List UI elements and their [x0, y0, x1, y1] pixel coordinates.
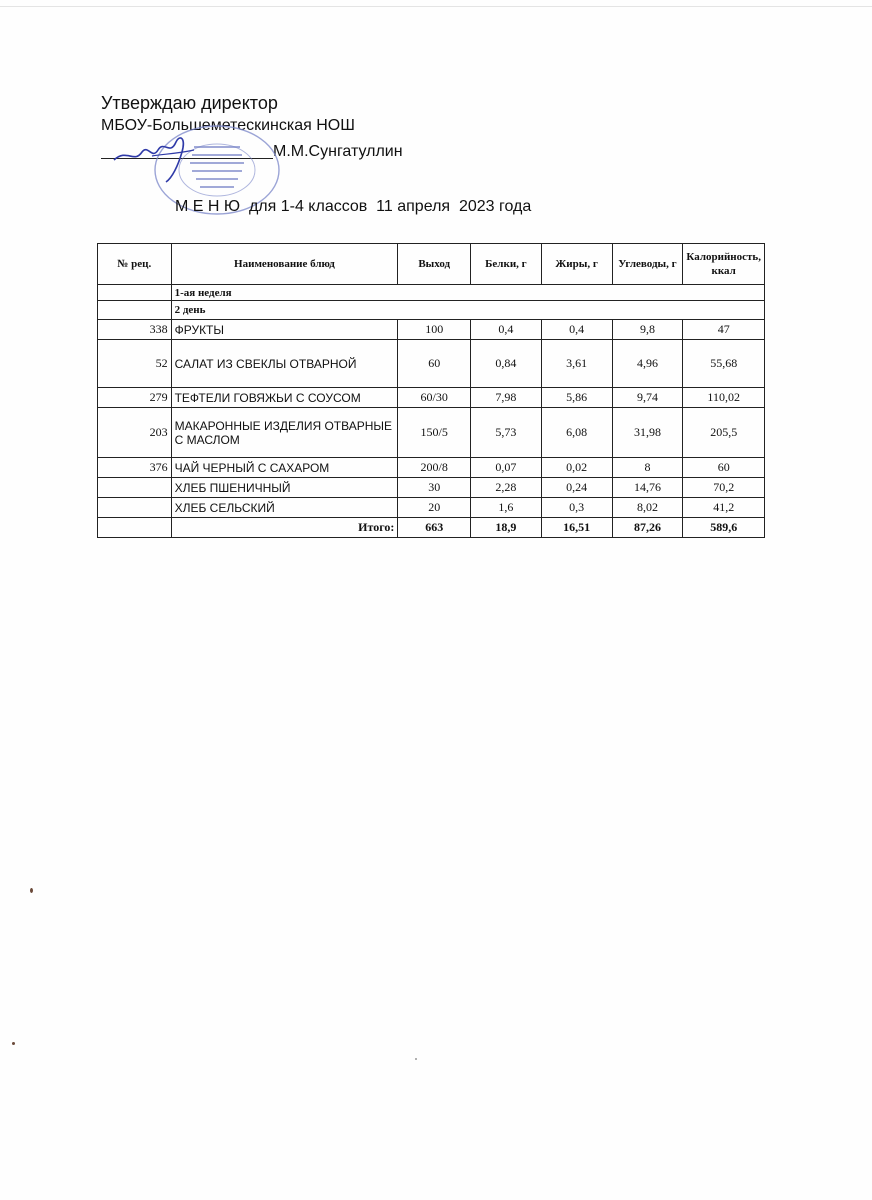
recipe-num: [98, 478, 172, 498]
dish-protein: 2,28: [471, 478, 542, 498]
dish-protein: 0,07: [471, 458, 542, 478]
dish-fat: 0,02: [541, 458, 612, 478]
menu-table: [97, 243, 765, 538]
dish-name: МАКАРОННЫЕ ИЗДЕЛИЯ ОТВАРНЫЕ С МАСЛОМ: [171, 408, 398, 458]
dish-carbs: 9,8: [612, 320, 683, 340]
dish-fat: 0,24: [541, 478, 612, 498]
total-fat: 16,51: [541, 518, 612, 538]
dish-fat: 6,08: [541, 408, 612, 458]
dish-carbs: 4,96: [612, 340, 683, 388]
total-carbs: 87,26: [612, 518, 683, 538]
scan-edge: [0, 0, 872, 7]
dish-name: ХЛЕБ ПШЕНИЧНЫЙ: [171, 478, 398, 498]
dish-kcal: 55,68: [683, 340, 765, 388]
dish-kcal: 41,2: [683, 498, 765, 518]
dish-protein: 0,84: [471, 340, 542, 388]
dish-name: ТЕФТЕЛИ ГОВЯЖЬИ С СОУСОМ: [171, 388, 398, 408]
table-header-row: [98, 244, 765, 285]
header-name: Наименование блюд: [171, 244, 398, 285]
scan-speck: [12, 1042, 15, 1045]
dish-fat: 5,86: [541, 388, 612, 408]
dish-protein: 1,6: [471, 498, 542, 518]
approval-heading: Утверждаю директор: [101, 93, 278, 113]
dish-kcal: 110,02: [683, 388, 765, 408]
dish-protein: 5,73: [471, 408, 542, 458]
table-row: [98, 408, 765, 458]
table-row: [98, 340, 765, 388]
header-fat: Жиры, г: [541, 244, 612, 285]
dish-fat: 0,4: [541, 320, 612, 340]
scan-speck: [30, 888, 33, 893]
header-protein: Белки, г: [471, 244, 542, 285]
dish-kcal: 60: [683, 458, 765, 478]
dish-name: ФРУКТЫ: [171, 320, 398, 340]
recipe-num: [98, 498, 172, 518]
table-row: [98, 478, 765, 498]
total-protein: 18,9: [471, 518, 542, 538]
signature-mark: [112, 130, 202, 185]
dish-kcal: 205,5: [683, 408, 765, 458]
total-label: Итого:: [171, 518, 398, 538]
recipe-num: 203: [98, 408, 172, 458]
signer-name: М.М.Сунгатуллин: [273, 143, 403, 160]
menu-title: М Е Н Ю для 1-4 классов 11 апреля 2023 года: [175, 198, 532, 215]
dish-fat: 3,61: [541, 340, 612, 388]
recipe-num: 338: [98, 320, 172, 340]
dish-output: 20: [398, 498, 471, 518]
scan-speck: [415, 1058, 417, 1060]
dish-protein: 0,4: [471, 320, 542, 340]
empty-cell: [98, 301, 172, 320]
recipe-num: 52: [98, 340, 172, 388]
dish-carbs: 9,74: [612, 388, 683, 408]
dish-output: 150/5: [398, 408, 471, 458]
dish-output: 60: [398, 340, 471, 388]
dish-protein: 7,98: [471, 388, 542, 408]
empty-cell: [98, 518, 172, 538]
dish-carbs: 14,76: [612, 478, 683, 498]
day-label: 2 день: [171, 301, 764, 320]
table-row: [98, 388, 765, 408]
school-name: МБОУ-Большеметескинская НОШ: [101, 117, 355, 134]
dish-name: САЛАТ ИЗ СВЕКЛЫ ОТВАРНОЙ: [171, 340, 398, 388]
table-row: [98, 498, 765, 518]
dish-kcal: 70,2: [683, 478, 765, 498]
dish-output: 100: [398, 320, 471, 340]
dish-output: 30: [398, 478, 471, 498]
empty-cell: [98, 285, 172, 301]
header-kcal: Калорийность, ккал: [683, 244, 765, 285]
table-row: [98, 458, 765, 478]
header-num: № рец.: [98, 244, 172, 285]
table-row: [98, 320, 765, 340]
dish-fat: 0,3: [541, 498, 612, 518]
dish-carbs: 8,02: [612, 498, 683, 518]
week-label: 1-ая неделя: [171, 285, 764, 301]
total-kcal: 589,6: [683, 518, 765, 538]
dish-output: 60/30: [398, 388, 471, 408]
dish-name: ЧАЙ ЧЕРНЫЙ С САХАРОМ: [171, 458, 398, 478]
header-carbs: Углеводы, г: [612, 244, 683, 285]
dish-kcal: 47: [683, 320, 765, 340]
recipe-num: 376: [98, 458, 172, 478]
dish-name: ХЛЕБ СЕЛЬСКИЙ: [171, 498, 398, 518]
day-row: [98, 301, 765, 320]
header-out: Выход: [398, 244, 471, 285]
dish-carbs: 31,98: [612, 408, 683, 458]
week-row: [98, 285, 765, 301]
dish-output: 200/8: [398, 458, 471, 478]
total-row: [98, 518, 765, 538]
total-output: 663: [398, 518, 471, 538]
dish-carbs: 8: [612, 458, 683, 478]
recipe-num: 279: [98, 388, 172, 408]
